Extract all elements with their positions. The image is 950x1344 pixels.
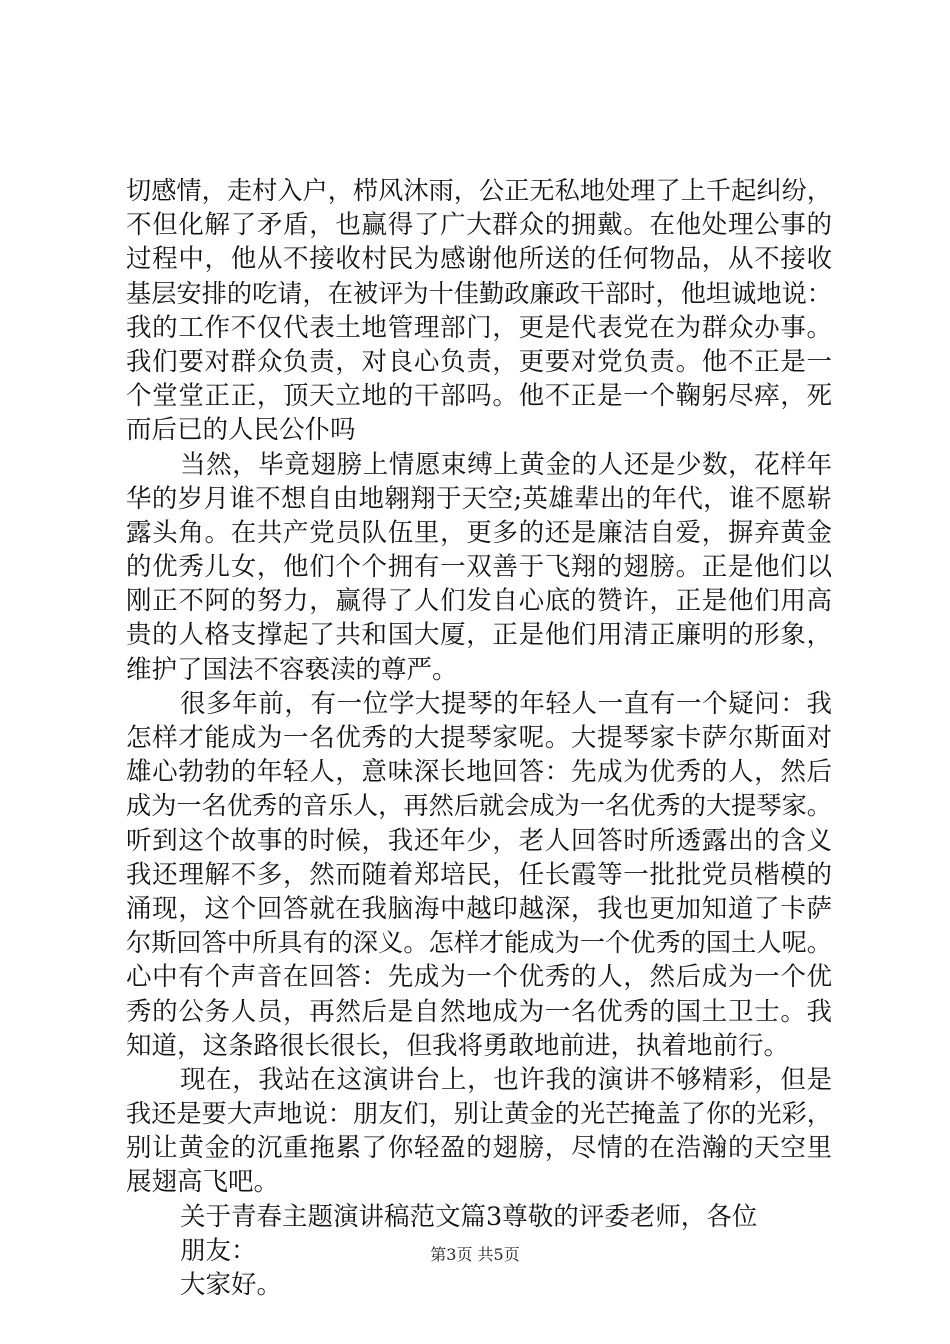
page-number-footer: 第3页 共5页 [430, 1245, 520, 1264]
text-line: 刚正不阿的努力，赢得了人们发自心底的赞许，正是他们用高 [126, 586, 832, 617]
text-line: 尔斯回答中所具有的深义。怎样才能成为一个优秀的国土人呢。 [126, 928, 832, 958]
text-line: 而后已的人民公仆吗 [126, 415, 356, 446]
salutation-line: 朋友： [180, 1235, 257, 1266]
text-line: 华的岁月谁不想自由地翱翔于天空;英雄辈出的年代，谁不愿崭 [126, 483, 832, 514]
text-line: 秀的公务人员，再然后是自然地成为一名优秀的国土卫士。我 [126, 996, 832, 1027]
text-line: 不但化解了矛盾，也赢得了广大群众的拥戴。在他处理公事的 [126, 210, 832, 241]
text-line: 露头角。在共产党员队伍里，更多的还是廉洁自爱，摒弃黄金 [126, 517, 832, 548]
text-line: 我还是要大声地说：朋友们，别让黄金的光芒掩盖了你的光彩， [126, 1099, 832, 1129]
text-line: 的优秀儿女，他们个个拥有一双善于飞翔的翅膀。正是他们以 [126, 552, 832, 583]
text-line: 过程中，他从不接收村民为感谢他所送的任何物品，从不接收 [126, 244, 832, 275]
text-line: 个堂堂正正，顶天立地的干部吗。他不正是一个鞠躬尽瘁，死 [126, 381, 832, 412]
text-line: 基层安排的吃请，在被评为十佳勤政廉政干部时，他坦诚地说： [126, 278, 832, 308]
text-line: 贵的人格支撑起了共和国大厦，正是他们用清正廉明的形象， [126, 620, 832, 651]
text-line: 听到这个故事的时候，我还年少，老人回答时所透露出的含义 [126, 825, 832, 856]
text-line: 我还理解不多，然而随着郑培民，任长霞等一批批党员楷模的 [126, 859, 832, 890]
text-line: 怎样才能成为一名优秀的大提琴家呢。大提琴家卡萨尔斯面对 [126, 723, 832, 753]
text-line: 我们要对群众负责，对良心负责，更要对党负责。他不正是一 [126, 346, 832, 377]
text-line: 我的工作不仅代表土地管理部门，更是代表党在为群众办事。 [126, 312, 832, 343]
heading-line: 关于青春主题演讲稿范文篇3尊敬的评委老师，各位 [180, 1201, 758, 1232]
paragraph-start-line: 很多年前，有一位学大提琴的年轻人一直有一个疑问：我 [180, 688, 832, 719]
text-line: 别让黄金的沉重拖累了你轻盈的翅膀，尽情的在浩瀚的天空里 [126, 1133, 832, 1164]
text-line: 展翅高飞吧。 [126, 1167, 280, 1198]
document-body [126, 174, 832, 1302]
text-line: 切感情，走村入户，栉风沐雨，公正无私地处理了上千起纠纷， [126, 176, 832, 205]
greeting-line: 大家好。 [180, 1270, 283, 1300]
text-line: 雄心勃勃的年轻人，意味深长地回答：先成为优秀的人，然后 [126, 757, 832, 788]
text-line: 知道，这条路很长很长，但我将勇敢地前进，执着地前行。 [126, 1030, 790, 1061]
text-line: 心中有个声音在回答：先成为一个优秀的人，然后成为一个优 [126, 962, 832, 993]
paragraph-start-line: 现在，我站在这演讲台上，也许我的演讲不够精彩，但是 [180, 1064, 832, 1095]
text-line: 维护了国法不容亵渎的尊严。 [126, 654, 458, 685]
text-line: 成为一名优秀的音乐人，再然后就会成为一名优秀的大提琴家。 [126, 791, 832, 821]
paragraph-start-line: 当然，毕竟翅膀上情愿束缚上黄金的人还是少数，花样年 [180, 449, 832, 480]
text-line: 涌现，这个回答就在我脑海中越印越深，我也更加知道了卡萨 [126, 893, 832, 924]
